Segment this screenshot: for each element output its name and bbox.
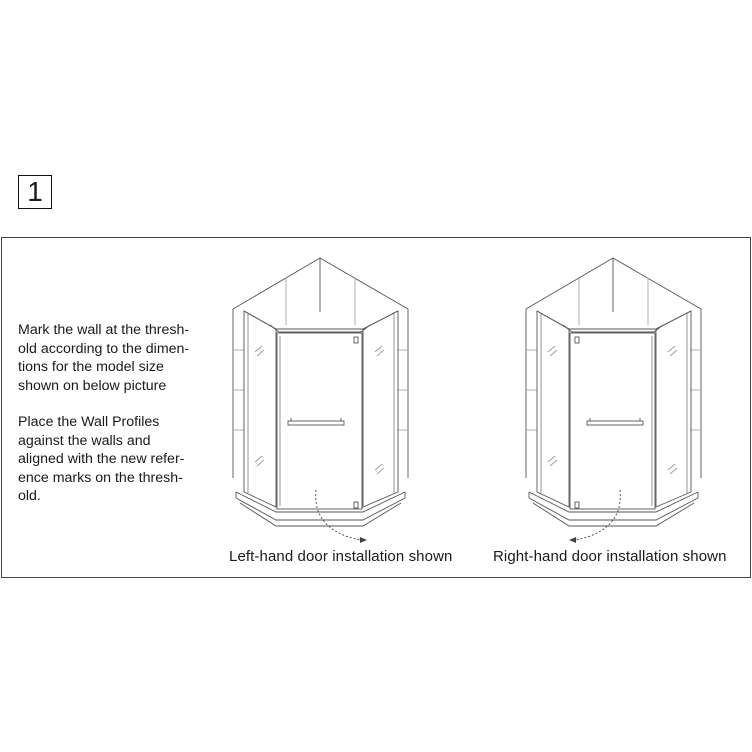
right-hand-door-caption: Right-hand door installation shown xyxy=(493,548,727,565)
instruction-paragraph-mark-wall: Mark the wall at the thresh- old according to the dimen- tions for the model size shown on below picture xyxy=(18,322,190,394)
step-number: 1 xyxy=(27,176,43,207)
instruction-paragraph-wall-profiles: Place the Wall Profiles against the walls and aligned with the new refer- ence marks on the thresh- old. xyxy=(18,414,185,504)
left-hand-door-caption: Left-hand door installation shown xyxy=(229,548,453,565)
